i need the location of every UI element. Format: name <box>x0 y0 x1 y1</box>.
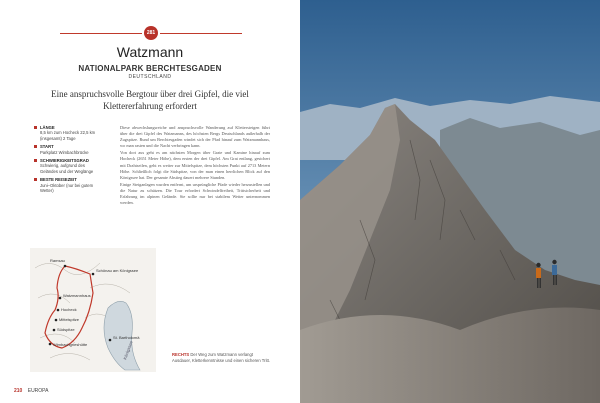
photo-image <box>300 0 600 403</box>
map-label: Wimbachgrieshütte <box>53 342 88 347</box>
caption-label: RECHTS <box>172 352 190 357</box>
page-title: Watzmann <box>116 44 184 60</box>
country-label: DEUTSCHLAND <box>128 74 172 80</box>
map-label: St. Bartholomä <box>113 335 140 340</box>
header-rule-right <box>160 33 242 34</box>
fact-difficulty <box>34 158 100 174</box>
climber-1-head <box>536 263 540 267</box>
lead-text: Eine anspruchsvolle Bergtour über drei Gipfel, die viel Klettererfahrung erfordert <box>51 89 249 111</box>
body-paragraph: Einige Steiganlagen wurden entfernt, um ursprüngliche Pfade wieder herzustellen und die Natur zu schützen. Die Tour erfordert Schwindelfreiheit, Trittsicherheit und Erfahrung im alpinen Gelände. Sie sollte nur bei stabilem Wetter unternommen werden. <box>120 181 270 206</box>
body-paragraph: Diese abwechslungsreiche und anspruchsvolle Wanderung auf Klettersteigen führt über die drei Gipfel des Watzmanns, des höchsten Bergs Deutschlands außerhalb der Zugspitze. Rund um Berchtesgaden windet sich der Pfad hinauf zum Watzmannhaus, wo man rasten und die Nacht verbringen kann. <box>120 125 270 149</box>
map-label: Ramsau <box>50 258 65 263</box>
climber-2-body <box>552 265 557 275</box>
marker-mittelspitze <box>55 319 58 322</box>
fact-length <box>34 125 100 141</box>
map-label: Südspitze <box>57 327 75 332</box>
page-subtitle: NATIONALPARK BERCHTESGADEN <box>78 64 222 73</box>
map-label: Königssee <box>122 340 134 361</box>
caption-text: Der Weg zum Watzmann verlangt Ausdauer, Kletterkenntnisse und einen sicheren Tritt. <box>172 352 270 363</box>
section-name: EUROPA <box>27 388 49 394</box>
bullet-square-icon <box>34 159 37 162</box>
fact-label: BESTE REISEZEIT <box>40 177 77 183</box>
map-label: Hocheck <box>61 307 77 312</box>
photo-caption <box>172 352 272 363</box>
map-background <box>30 248 156 372</box>
marker-st-bartholomae <box>109 339 112 342</box>
fact-text: Juni–Oktober (nur bei gutem Wetter) <box>40 182 94 194</box>
marker-watzmannhaus <box>59 297 62 300</box>
fact-text: Schwierig, aufgrund des Geländes und der Weglänge <box>40 163 94 174</box>
bullet-square-icon <box>34 178 37 181</box>
marker-schoenau <box>92 273 95 276</box>
page-footer <box>14 388 48 394</box>
map-label: Schönau am Königssee <box>96 268 139 273</box>
fact-start <box>34 144 100 155</box>
body-text <box>120 125 270 207</box>
bullet-square-icon <box>34 145 37 148</box>
marker-ramsau <box>64 265 67 268</box>
climber-2-head <box>552 260 556 264</box>
fact-text: 8,5 km zum Hocheck 22,5 km (insgesamt) 2 Tage <box>40 130 96 141</box>
map-label: Watzmannhaus <box>63 293 91 298</box>
bullet-square-icon <box>34 126 37 129</box>
map-label: Mittelspitze <box>59 317 80 322</box>
route-map <box>30 248 156 372</box>
header-rule-left <box>60 33 142 34</box>
fact-season <box>34 177 100 193</box>
climber-1-body <box>536 268 541 278</box>
fact-label: LÄNGE <box>40 125 55 130</box>
route-number-badge: 281 <box>144 26 158 40</box>
page-number: 210 <box>14 388 23 394</box>
marker-hocheck <box>57 309 60 312</box>
mountain-photo <box>300 0 600 403</box>
fact-label: SCHWIERIGKEITSGRAD <box>40 158 89 164</box>
fact-text: Parkplatz Wimbachbrücke <box>40 149 89 155</box>
marker-wimbachgrieshuette <box>49 343 52 346</box>
fact-box <box>34 125 100 196</box>
marker-suedspitze <box>53 329 56 332</box>
fact-label: START <box>40 144 54 150</box>
body-paragraph: Von dort aus geht es am nächsten Morgen über Grate und Kamine hinauf zum Hocheck (2651 Meter Höhe), dem ersten der drei Gipfel. Am Grat entlang, gesichert mit Drahtseilen, geht es weiter zur Mittelspitze, dem höchsten Punkt auf 2713 Metern Höhe. Schließlich folgt die Südspitze, von der man einen herrlichen Blick auf den Königssee hat. Der gesamte Abstieg dauert mehrere Stunden. <box>120 150 270 180</box>
